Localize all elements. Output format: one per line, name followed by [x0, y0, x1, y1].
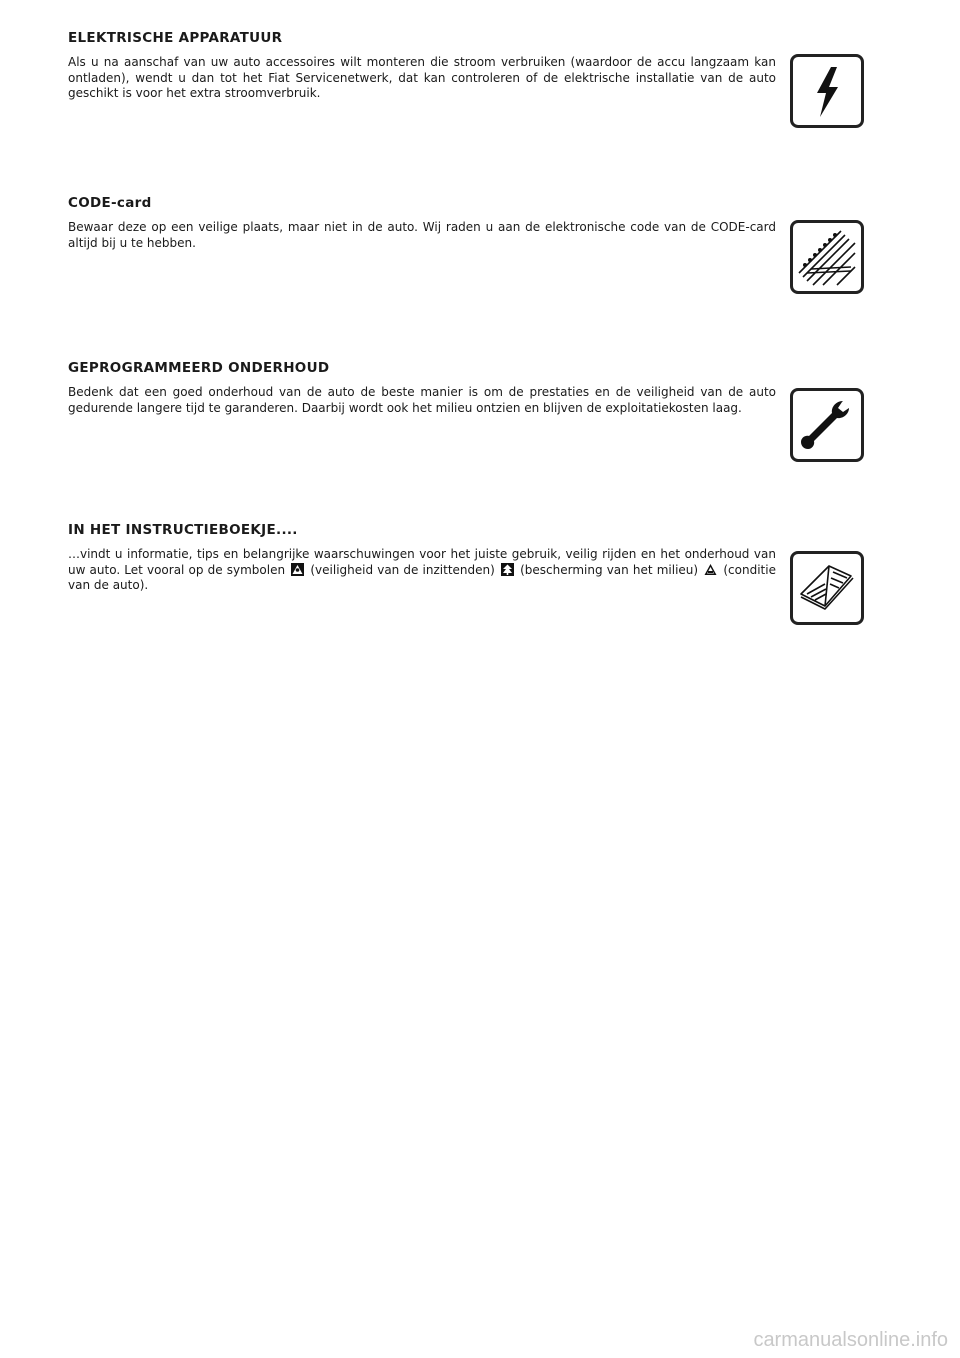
environment-icon — [501, 563, 514, 576]
text-part: (conditie van de auto). — [68, 562, 776, 592]
section-text — [68, 547, 776, 594]
text-part: (bescherming van het milieu) — [520, 562, 699, 577]
section-code-card — [68, 195, 776, 251]
car-condition-icon — [704, 563, 717, 576]
text-part: (veiligheid van de inzittenden) — [310, 562, 495, 577]
section-text: Als u na aanschaf van uw auto accessoires wilt monteren die stroom verbruiken (waardoor de accu langzaam kan ontladen), wendt u dan tot het Fiat Servicenetwerk, dat kan controleren of de elektrische installatie van de auto geschikt is voor het extra stroomverbruik. — [68, 55, 776, 100]
wrench-icon — [790, 388, 864, 462]
open-book-icon — [790, 551, 864, 625]
section-heading: IN HET INSTRUCTIEBOEKJE.... — [68, 522, 298, 538]
section-manual — [68, 522, 776, 594]
section-text: Bewaar deze op een veilige plaats, maar niet in de auto. Wij raden u aan de elektronische code van de CODE-card altijd bij u te hebben. — [68, 220, 776, 250]
section-heading: GEPROGRAMMEERD ONDERHOUD — [68, 360, 330, 376]
section-text: Bedenk dat een goed onderhoud van de auto de beste manier is om de prestaties en de veiligheid van de auto gedurende langere tijd te garanderen. Daarbij wordt ook het milieu ontzien en blijven de exploitatiekosten laag. — [68, 385, 776, 415]
section-heading: ELEKTRISCHE APPARATUUR — [68, 30, 283, 46]
section-maintenance — [68, 360, 776, 416]
passenger-safety-icon — [291, 563, 304, 576]
watermark: carmanualsonline.info — [753, 1329, 948, 1351]
notebook-icon — [790, 220, 864, 294]
lightning-icon — [790, 54, 864, 128]
section-heading: CODE-card — [68, 195, 152, 211]
text-part: …vindt u informatie, tips en belangrijke waarschuwingen voor het juiste gebruik, veilig rijden en het onderhoud van uw auto. Let vooral op de symbolen — [68, 547, 776, 577]
section-electrical — [68, 30, 776, 102]
